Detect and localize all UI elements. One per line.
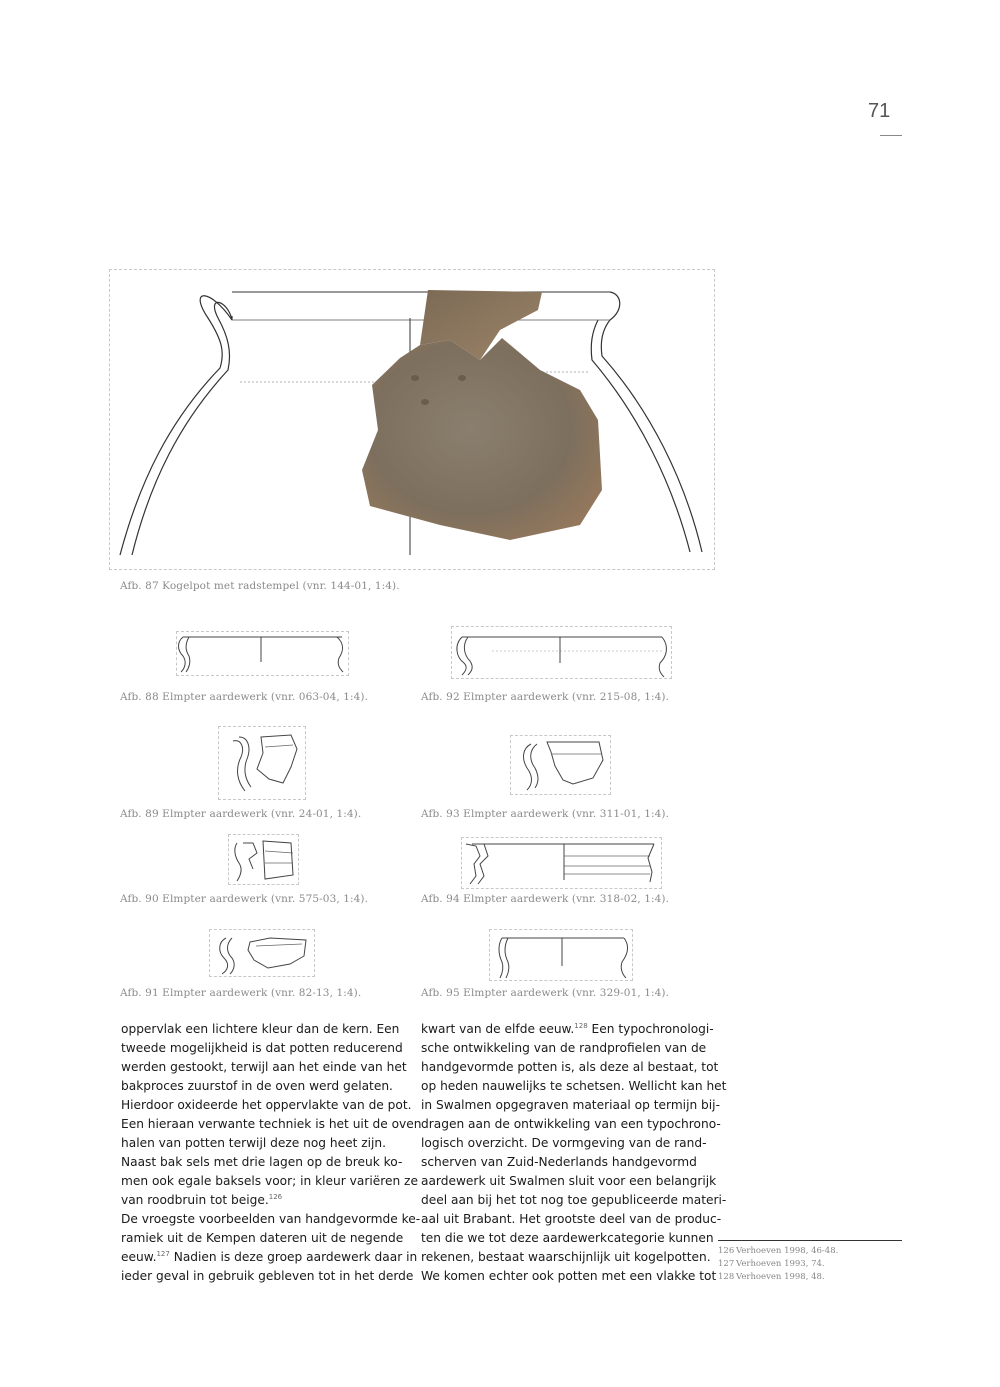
body-text: van roodbruin tot beige. — [121, 1193, 269, 1207]
footnote-number: 128 — [718, 1272, 735, 1282]
body-line-with-footnote — [121, 1191, 421, 1210]
figure-89-drawing — [218, 726, 306, 800]
footnote-rule — [718, 1240, 902, 1241]
footnote-number: 127 — [718, 1259, 735, 1269]
figure-94-drawing — [461, 837, 662, 889]
kogelpot-drawing — [110, 270, 714, 569]
body-text: Nadien is deze groep aardewerk daar in — [169, 1250, 418, 1264]
page-number-rule — [880, 135, 902, 136]
body-text-left-column — [121, 1020, 421, 1286]
footnote-128 — [718, 1272, 825, 1282]
footnote-text: Verhoeven 1998, 48. — [736, 1272, 825, 1282]
body-line: rekenen, bestaat waarschijnlijk uit kogelpotten. — [421, 1250, 711, 1264]
body-line: handgevormde potten is, als deze al bestaat, tot — [421, 1060, 719, 1074]
figure-93-caption: Afb. 93 Elmpter aardewerk (vnr. 311-01, 1:4). — [421, 808, 670, 820]
figure-92-caption: Afb. 92 Elmpter aardewerk (vnr. 215-08, 1:4). — [421, 691, 670, 703]
figure-95-drawing — [489, 929, 633, 981]
body-line: tweede mogelijkheid is dat potten reducerend — [121, 1041, 403, 1055]
body-line: halen van potten terwijl deze nog heet zijn. — [121, 1136, 387, 1150]
body-line: dragen aan de ontwikkeling van een typochrono- — [421, 1117, 721, 1131]
figure-88-caption: Afb. 88 Elmpter aardewerk (vnr. 063-04, 1:4). — [120, 691, 369, 703]
body-line: ramiek uit de Kempen dateren uit de negende — [121, 1231, 404, 1245]
figure-87-kogelpot — [109, 269, 715, 570]
body-line: Een hieraan verwante techniek is het uit de oven — [121, 1117, 422, 1131]
body-line: in Swalmen opgegraven materiaal op termijn bij- — [421, 1098, 720, 1112]
body-line: ieder geval in gebruik gebleven tot in het derde — [121, 1269, 414, 1283]
footnote-127 — [718, 1259, 825, 1269]
figure-91-caption: Afb. 91 Elmpter aardewerk (vnr. 82-13, 1:4). — [120, 987, 362, 999]
page-number: 71 — [868, 100, 891, 122]
body-line: men ook egale baksels voor; in kleur variëren ze — [121, 1174, 418, 1188]
body-line: oppervlak een lichtere kleur dan de kern. Een — [121, 1022, 400, 1036]
body-line: We komen echter ook potten met een vlakke tot — [421, 1269, 717, 1283]
footnote-126 — [718, 1246, 838, 1256]
body-line: De vroegste voorbeelden van handgevormde ke- — [121, 1212, 421, 1226]
footnote-ref-127: 127 — [156, 1250, 170, 1258]
body-line: bakproces zuurstof in de oven werd gelaten. — [121, 1079, 393, 1093]
body-text-right-column — [421, 1020, 726, 1286]
figure-92-drawing — [451, 626, 672, 679]
body-line: Naast bak sels met drie lagen op de breuk ko- — [121, 1155, 403, 1169]
body-text: kwart van de elfde eeuw. — [421, 1022, 575, 1036]
figure-91-drawing — [209, 929, 315, 977]
body-text: Een typochronologi- — [587, 1022, 714, 1036]
body-line-with-footnote — [121, 1248, 421, 1267]
body-line: ten die we tot deze aardewerkcategorie kunnen — [421, 1231, 714, 1245]
body-line: werden gestookt, terwijl aan het einde van het — [121, 1060, 407, 1074]
body-text: eeuw. — [121, 1250, 157, 1264]
body-line: logisch overzicht. De vormgeving van de rand- — [421, 1136, 707, 1150]
figure-94-caption: Afb. 94 Elmpter aardewerk (vnr. 318-02, 1:4). — [421, 893, 670, 905]
body-line-with-footnote — [421, 1020, 726, 1039]
footnote-ref-126: 126 — [268, 1193, 283, 1201]
figure-90-drawing — [228, 834, 299, 885]
body-line: aal uit Brabant. Het grootste deel van de produc- — [421, 1212, 722, 1226]
figure-89-caption: Afb. 89 Elmpter aardewerk (vnr. 24-01, 1:4). — [120, 808, 362, 820]
body-line: Hierdoor oxideerde het oppervlakte van de pot. — [121, 1098, 412, 1112]
body-line: aardewerk uit Swalmen sluit voor een belangrijk — [421, 1174, 717, 1188]
footnote-number: 126 — [718, 1246, 735, 1256]
figure-87-caption: Afb. 87 Kogelpot met radstempel (vnr. 144-01, 1:4). — [120, 580, 400, 592]
body-line: deel aan bij het tot nog toe gepubliceerde materi- — [421, 1193, 727, 1207]
figure-90-caption: Afb. 90 Elmpter aardewerk (vnr. 575-03, 1:4). — [120, 893, 369, 905]
footnote-ref-128: 128 — [574, 1022, 588, 1030]
footnote-text: Verhoeven 1993, 74. — [736, 1259, 825, 1269]
body-line: scherven van Zuid-Nederlands handgevormd — [421, 1155, 697, 1169]
figure-93-drawing — [510, 735, 611, 795]
body-line: op heden nauwelijks te schetsen. Wellicht kan het — [421, 1079, 727, 1093]
figure-88-drawing — [176, 631, 349, 676]
footnote-text: Verhoeven 1998, 46-48. — [736, 1246, 839, 1256]
figure-95-caption: Afb. 95 Elmpter aardewerk (vnr. 329-01, 1:4). — [421, 987, 670, 999]
body-line: sche ontwikkeling van de randprofielen van de — [421, 1041, 707, 1055]
